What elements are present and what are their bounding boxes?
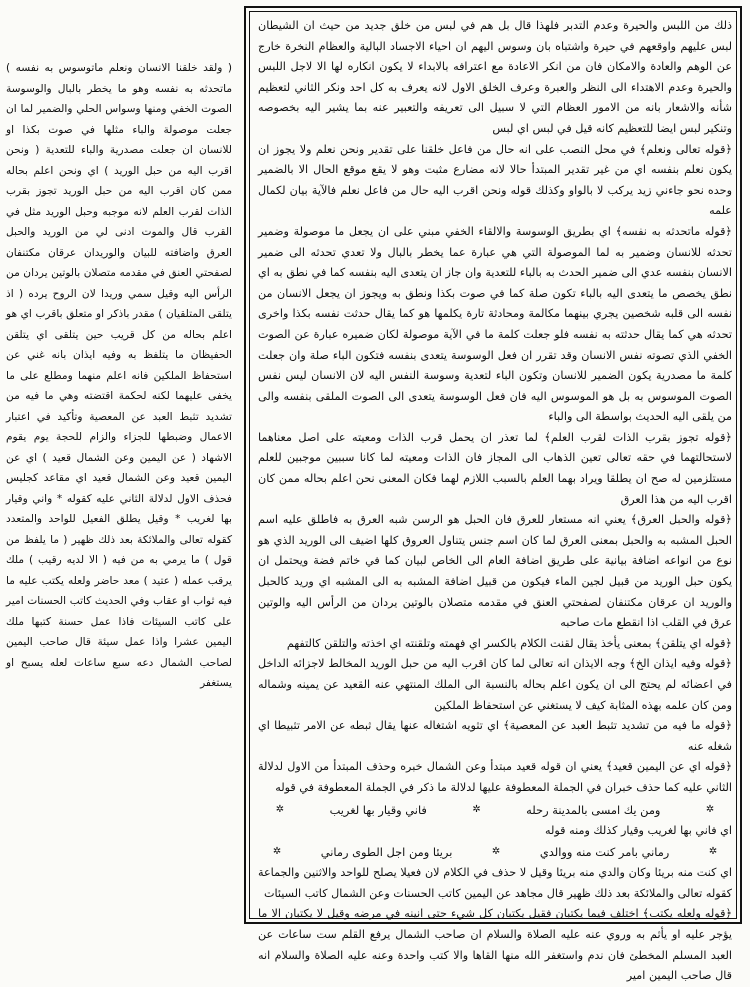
main-paragraph: ﴿قوله والحبل العرق﴾ يعني انه مستعار للعرق فان الحبل هو الرسن شبه العرق به فاطلق عليه اسم الحبل المشبه به والحبل بمعنى العرق لما كان اسم جنس يتناول العروق كلها اضيف الى الوريد الذي هو نوع من انواعه اضافة بيانية على طريق اضافة العام الى الخاص لبيان كما في خاتم فضة ويحتمل ان يكون حبل الوريد من قبيل لجين الماء فيكون من قبيل اضافة المشبه به الى المشبه اي وريد كالحبل والوريد ان عرقان مكتنفان لصفحتي العنق في مقدمه متصلان بالوتين يردان من الرأس اليه والوتين عرق في القلب اذا انقطع مات صاحبه [258,513,732,630]
main-paragraph: ﴿قوله تجوز بقرب الذات لقرب العلم﴾ لما تعذر ان يحمل قرب الذات ومعيته على اصل معناهما لاستحالتهما في حقه تعالى تعين الذهاب الى المجاز فان الذات ومعيته لما كانا سببين موجبين للعلم مستلزمين له صح ان يطلقا ويراد بهما العلم بالسبب اللازم لهما فكان المعنى نحن اعلم بحاله ممن كان اقرب اليه من هذا العرق [258,430,732,506]
margin-commentary-column [6,58,232,918]
main-paragraph: ﴿قوله اي عن اليمين قعيد﴾ يعني ان قوله قعيد مبتدأ وعن الشمال خبره وحذف المبتدأ من الاول لدلالة الثاني عليه كما حذف خبران في الجملة المعطوفة عليها لدلالة ما ذكر في الجملة المعطوفة في قوله [258,760,732,794]
main-paragraph: اي كنت منه بريئا وكان والدي منه بريئا وقيل لا حذف في الكلام لان فعيلا يصلح للواحد والاثنين والجماعة كقوله تعالى والملائكة بعد ذلك ظهير قال مجاهد عن اليمين كاتب الحسنات وعن الشمال كاتب السيئات [258,866,732,900]
margin-commentary-text: ( ولقد خلقنا الانسان ونعلم ماتوسوس به نفسه ) ماتحدثه به نفسه وهو ما يخطر بالبال والوسوسة الصوت الخفي ومنها وسواس الحلي والضمير لما ان جعلت موصولة والباء مثلها في صوت بكذا او للانسان ان جعلت مصدرية والباء للتعدية ( ونحن اقرب اليه من حبل الوريد ) اي ونحن اعلم بحاله ممن كان اقرب اليه من حبل الوريد تجوز بقرب الذات لقرب العلم لانه موجبه وحبل الوريد مثل في القرب قال والموت ادنى لي من الوريد والحبل العرق واضافته للبيان والوريدان عرقان مكتنفان لصفحتي العنق في مقدمه متصلان بالوتين يردان من الرأس اليه وقيل سمي وريدا لان الروح يرده ( اذ يتلقى المتلقيان ) مقدر باذكر او متعلق باقرب اي هو اعلم بحاله من كل قريب حين يتلقى اي يتلقن الحفيظان ما يتلفظ به وفيه ايذان بانه غني عن استحفاظ الملكين فانه اعلم منهما ومطلع على ما يخفى عليهما لكنه لحكمة اقتضته وهي ما فيه من تشديد تثبط العبد عن المعصية وتأكيد في اعتبار الاعمال وضبطها للجزاء والزام للحجة يوم يقوم الاشهاد ( عن اليمين وعن الشمال قعيد ) اي عن اليمين قعيد وعن الشمال قعيد اي مقاعد كجليس فحذف الاول لدلالة الثاني عليه كقوله * واني وقيار بها لغريب * وقيل يطلق الفعيل للواحد والمتعدد كقوله تعالى والملائكة بعد ذلك ظهير ( ما يلفظ من قول ) ما يرمي به من فيه ( الا لديه رقيب ) ملك يرقب عمله ( عتيد ) معد حاضر ولعله يكتب عليه ما فيه ثواب او عقاب وفي الحديث كاتب الحسنات امير على كاتب السيئات فاذا عمل حسنة كتبها ملك اليمين عشرا واذا عمل سيئة قال صاحب اليمين لصاحب الشمال دعه سبع ساعات لعله يسبح او يستغفر [6,62,232,689]
main-paragraph: اي فاني بها لغريب وقيار كذلك ومنه قوله [545,823,732,837]
star-ornament-icon: ✲ [472,803,481,815]
main-paragraph: ﴿قوله ماتحدثه به نفسه﴾ اي بطريق الوسوسة والالقاء الخفي مبني على ان يجعل ما موصولة وضمير تحدثه للانسان وضمير به لما الموصولة التي هي عبارة عما يخطر بالبال ولا تعدي تحدثه الى ضمير الانسان بنفسه عدي الى ضمير الحدث به بالباء للتعدية وان جاز ان يتعدى اليه بنفسه كما في نطق به اي نطق يخصص ما يتعدى اليه بالباء تكون صلة كما في صوت بكذا ونطق به ويجوز ان يجعل الانسان من نفسه الى قلبه شخصين يجري بينهما مكالمة ومحادثة تارة يكلمها هو كما يقال حدثت نفسه بكذا واخرى تحدثه هي كما يقال حدثته به نفسه فلو جعلت كلمة ما في الآية موصولة لكان ضميره عبارة عن الصوت الخفي الذي تصوته نفس الانسان وقد تقرر ان فعل الوسوسة يتعدى بنفسه فتكون الباء صلة وان جعلت كلمة ما مصدرية يكون الضمير للانسان وتكون الباء لتعدية وسوسة النفس اليه لان الانسان ليس نفس الصوت الموسوس به بل هو الموسوس اليه فان فعل الوسوسة يتعدى الى الصوت الملقى بنفسه والى من يلقى اليه الحديث بواسطة الى والباء [258,224,732,424]
poetry-verse [258,841,732,863]
star-ornament-icon: ✲ [491,846,501,858]
star-ornament-icon: ✲ [272,846,282,858]
star-ornament-icon: ✲ [705,803,715,815]
verse-hemistich-second: فاني وقيار بها لغريب [329,802,427,817]
verse-hemistich-first: رماني بامر كنت منه ووالدي [539,845,670,860]
star-ornament-icon: ✲ [708,846,718,858]
main-paragraph: ﴿قوله اي يتلقن﴾ بمعنى يأخذ يقال لقنت الكلام بالكسر اي فهمته وتلقنته اي اخذته والتلقن كالتفهم [286,636,732,650]
poetry-verse [258,799,732,821]
main-paragraph: ﴿قوله وفيه ايذان الخ﴾ وجه الايذان انه تعالى لما كان اقرب اليه من حبل الوريد المخالط لاجزائه الداخل في اعضائه لم يحتج الى ان يكون اعلم بحاله بالنسبة الى الملك المنتهي عنه القعيد عن يمينه وشماله ومن كان علمه بهذه المثابة كيف لا يستغني عن استحفاظ الملكين [258,657,732,712]
main-paragraph: ﴿قوله ما فيه من تشديد تثبط العبد عن المعصية﴾ اي تثويه اشتغاله عنها يقال ثبطه عن الامر تثبيطا اي شغله عنه [258,719,732,753]
star-ornament-icon: ✲ [275,803,285,815]
main-commentary-block [258,16,732,983]
verse-hemistich-second: بريئا ومن اجل الطوى رماني [320,845,453,860]
main-paragraph: ﴿قوله تعالى ونعلم﴾ في محل النصب على انه حال من فاعل خلقنا على تقدير ونحن نعلم ولا يجوز ان يكون نعلم بنفسه اي من غير تقدير المبتدأ حالا لانه مضارع مثبت وهو لا يقع موقع الحال الا بالضمير وحده نحو جاءني زيد يركب لا بالواو وكذلك قوله ونحن اقرب اليه حال من فاعل نعلم فالآية بيان لكمال علمه [258,142,732,218]
main-paragraph: ﴿قوله ولعله يكتب﴾ اختلف فيما يكتبان فقيل يكتبان كل شيء حتى انينه في مرضه وقيل لا يكتبان الا ما يؤجر عليه او يأثم به وروي عنه عليه الصلاة والسلام ان صاحب الشمال يرفع القلم ست ساعات عن العبد المسلم المخطئ فان ندم واستغفر الله منها القاها والا كتب واحدة وعنه عليه الصلاة والسلام انه قال صاحب اليمين امير [258,907,732,983]
verse-hemistich-first: ومن يك امسى بالمدينة رحله [526,802,661,817]
main-text-frame [244,6,742,983]
main-paragraph: ذلك من اللبس والحيرة وعدم التدبر فلهذا قال بل هم في لبس من خلق جديد من حيث ان الشيطان لبس عليهم واوقعهم في حيرة واشتباه بان وسوس اليهم ان احياء الاجساد البالية والعظام النخرة خارج عن الوهم والعادة والامكان فان من انكر الاعادة مع اعترافه بالابداء لا يكون انكاره لها الا لاجل اللبس والحيرة وعدم الاهتداء الى النظر والعبرة وعرف الخلق الاول لانه يعرف به كل احد ونكر الثاني لتعظيم شأنه والاشعار بانه من الامور العظام التي لا سبيل الى تعريفه والتعبير عنه بما يشير اليه بخصوصه وتنكير لبس ايضا للتعظيم كانه قيل في لبس اي لبس [258,19,732,135]
